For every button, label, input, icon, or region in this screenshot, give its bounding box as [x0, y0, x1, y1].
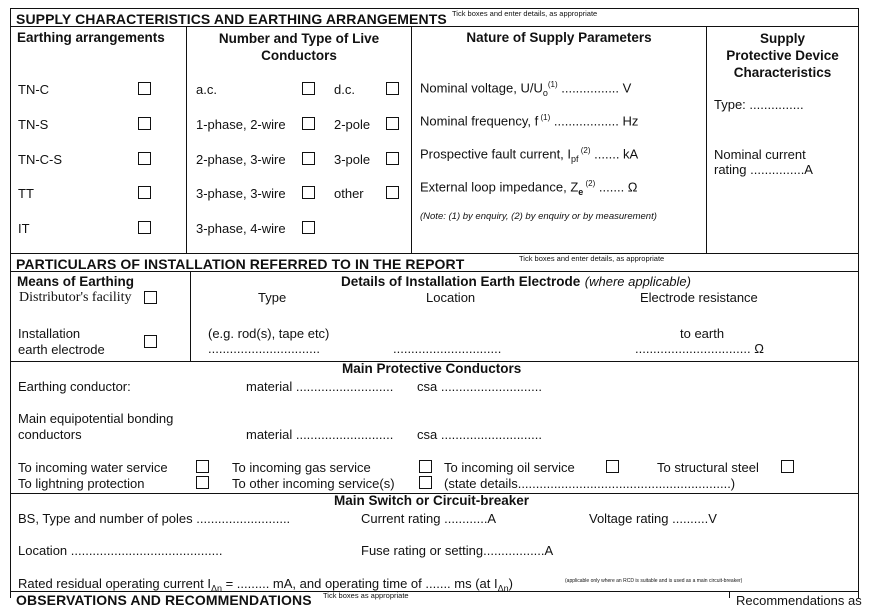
- water-checkbox[interactable]: [196, 460, 209, 473]
- earthing-conductor-csa[interactable]: csa ............................: [417, 379, 542, 394]
- supply-note: Tick boxes and enter details, as appropriate: [452, 9, 598, 18]
- earthing-tt: TT: [18, 186, 34, 201]
- live-3pole: 3-pole: [334, 152, 371, 167]
- electrode-header-text: Details of Installation Earth Electrode: [341, 274, 581, 289]
- live-header-text: Number and Type of Live Conductors: [218, 31, 380, 63]
- 3ph4w-checkbox[interactable]: [302, 221, 315, 234]
- rcd-b: = ......... mA, and operating time of ....... ms (at I: [221, 576, 498, 591]
- voltage-tail: ................ V: [557, 80, 632, 96]
- supply-title: SUPPLY CHARACTERISTICS AND EARTHING ARRANGEMENTS: [16, 11, 447, 27]
- electrode-location-field[interactable]: ..............................: [393, 341, 502, 356]
- device-rating-l1: Nominal current: [714, 147, 806, 162]
- device-header-l3: Characteristics: [733, 65, 832, 80]
- structural-steel: To structural steel: [657, 460, 759, 475]
- live-other: other: [334, 186, 364, 201]
- earthing-tn-c: TN-C: [18, 82, 50, 97]
- 1ph2w-checkbox[interactable]: [302, 117, 315, 130]
- bonding-material[interactable]: material ...........................: [246, 427, 394, 442]
- electrode-location: Location: [426, 290, 476, 305]
- particulars-title: PARTICULARS OF INSTALLATION REFERRED TO IN THE REPORT: [16, 256, 465, 272]
- rcd-sub: Δn: [210, 583, 222, 594]
- lightning-checkbox[interactable]: [196, 476, 209, 489]
- freq-sup: (1): [538, 113, 551, 122]
- frame-left: [10, 8, 11, 598]
- rule-top: [10, 8, 858, 9]
- electrode-to-earth: to earth: [680, 326, 725, 341]
- electrode-header: [341, 273, 691, 291]
- switch-fuse[interactable]: Fuse rating or setting.................A: [361, 543, 554, 558]
- live-1ph2w: 1-phase, 2-wire: [196, 117, 286, 132]
- installation-electrode-checkbox[interactable]: [144, 335, 157, 348]
- earthing-header: Earthing arrangements: [17, 30, 165, 45]
- live-ac: a.c.: [196, 82, 217, 97]
- earthing-tn-c-s: TN-C-S: [18, 152, 63, 167]
- fault-tail: ....... kA: [590, 146, 639, 162]
- switch-current[interactable]: Current rating ............A: [361, 511, 497, 526]
- state-details[interactable]: (state details...........................................................): [444, 476, 736, 491]
- fault-label: Prospective fault current, I: [420, 146, 572, 162]
- recommendations-label: Recommendations as: [736, 593, 862, 608]
- lightning-protection: To lightning protection: [18, 476, 145, 491]
- electrode-eg: (e.g. rod(s), tape etc): [208, 326, 330, 341]
- rcd-sub2: Δn: [497, 583, 509, 594]
- bonding-l1: Main equipotential bonding: [18, 411, 174, 426]
- rcd-line[interactable]: [18, 576, 513, 594]
- 2pole-checkbox[interactable]: [386, 117, 399, 130]
- 2ph3w-checkbox[interactable]: [302, 152, 315, 165]
- other-service-checkbox[interactable]: [419, 476, 432, 489]
- electrode-resistance-field[interactable]: ................................ Ω: [635, 341, 764, 356]
- oil-service: To incoming oil service: [444, 460, 575, 475]
- water-service: To incoming water service: [18, 460, 168, 475]
- tn-c-s-checkbox[interactable]: [138, 152, 151, 165]
- other-checkbox[interactable]: [386, 186, 399, 199]
- distributor-facility: Distributor's facility: [19, 290, 132, 305]
- earthing-conductor: Earthing conductor:: [18, 379, 131, 394]
- other-service: To other incoming service(s): [232, 476, 395, 491]
- col-sep-2: [411, 26, 412, 253]
- tn-c-checkbox[interactable]: [138, 82, 151, 95]
- loop-sub: e: [578, 186, 584, 197]
- tn-s-checkbox[interactable]: [138, 117, 151, 130]
- voltage-sup: (1): [547, 80, 558, 89]
- protective-header: Main Protective Conductors: [342, 361, 522, 376]
- ac-checkbox[interactable]: [302, 82, 315, 95]
- loop-sup: (2): [583, 179, 596, 188]
- distributor-checkbox[interactable]: [144, 291, 157, 304]
- loop-tail: ....... Ω: [595, 179, 638, 195]
- switch-location[interactable]: Location ..........................................: [18, 543, 223, 558]
- rcd-note: (applicable only where an RCD is suitable and is used as a main circuit-breaker): [565, 578, 743, 584]
- device-rating-l2: rating ...............A: [714, 162, 813, 177]
- voltage-label: Nominal voltage, U/U: [420, 80, 543, 96]
- observations-note: Tick boxes as appropriate: [323, 591, 409, 600]
- live-3ph4w: 3-phase, 4-wire: [196, 221, 286, 236]
- params-header: Nature of Supply Parameters: [466, 30, 652, 45]
- fault-current: [420, 146, 638, 164]
- live-dc: d.c.: [334, 82, 355, 97]
- loop-impedance: [420, 179, 638, 197]
- earthing-it: IT: [18, 221, 30, 236]
- params-footnote: (Note: (1) by enquiry, (2) by enquiry or by measurement): [420, 211, 657, 222]
- live-2pole: 2-pole: [334, 117, 371, 132]
- observations-title: OBSERVATIONS AND RECOMMENDATIONS: [16, 592, 312, 608]
- frame-right: [858, 8, 859, 598]
- live-header: [187, 30, 411, 64]
- steel-checkbox[interactable]: [781, 460, 794, 473]
- device-header: [707, 30, 858, 81]
- device-header-l1: Supply: [759, 31, 805, 46]
- gas-service: To incoming gas service: [232, 460, 371, 475]
- earthing-tn-s: TN-S: [18, 117, 49, 132]
- oil-checkbox[interactable]: [606, 460, 619, 473]
- fault-sub: pf: [571, 153, 579, 164]
- freq-label: Nominal frequency, f: [420, 113, 539, 129]
- rule-particulars: [10, 253, 858, 254]
- voltage-sub: o: [542, 87, 548, 98]
- installation-electrode-l1: Installation: [18, 326, 81, 341]
- switch-bs[interactable]: BS, Type and number of poles ..........................: [18, 511, 291, 526]
- switch-voltage[interactable]: Voltage rating ..........V: [589, 511, 717, 526]
- electrode-type-field[interactable]: ...............................: [208, 341, 320, 356]
- dc-checkbox[interactable]: [386, 82, 399, 95]
- bonding-l2: conductors: [18, 427, 82, 442]
- nominal-frequency: [420, 113, 638, 128]
- installation-electrode-l2: earth electrode: [18, 342, 105, 357]
- electrode-resistance: Electrode resistance: [640, 290, 758, 305]
- switch-header: Main Switch or Circuit-breaker: [334, 493, 530, 508]
- particulars-note: Tick boxes and enter details, as appropriate: [519, 254, 665, 263]
- rcd-a: Rated residual operating current I: [18, 576, 211, 591]
- fault-sup: (2): [578, 146, 591, 155]
- live-2ph3w: 2-phase, 3-wire: [196, 152, 286, 167]
- bonding-csa[interactable]: csa ............................: [417, 427, 542, 442]
- col-sep-obs: [729, 591, 730, 598]
- nominal-voltage: [420, 80, 631, 98]
- electrode-type: Type: [258, 290, 287, 305]
- it-checkbox[interactable]: [138, 221, 151, 234]
- loop-label: External loop impedance, Z: [420, 179, 579, 195]
- device-header-l2: Protective Device: [726, 48, 839, 63]
- col-sep-means: [190, 271, 191, 361]
- 3pole-checkbox[interactable]: [386, 152, 399, 165]
- live-3ph3w: 3-phase, 3-wire: [196, 186, 286, 201]
- means-header: Means of Earthing: [17, 274, 135, 289]
- electrode-header-italic: (where applicable): [584, 274, 691, 289]
- freq-tail: .................. Hz: [550, 113, 639, 129]
- 3ph3w-checkbox[interactable]: [302, 186, 315, 199]
- earthing-conductor-material[interactable]: material ...........................: [246, 379, 394, 394]
- device-type: Type: ...............: [714, 97, 804, 112]
- gas-checkbox[interactable]: [419, 460, 432, 473]
- tt-checkbox[interactable]: [138, 186, 151, 199]
- rcd-c: ): [508, 576, 513, 591]
